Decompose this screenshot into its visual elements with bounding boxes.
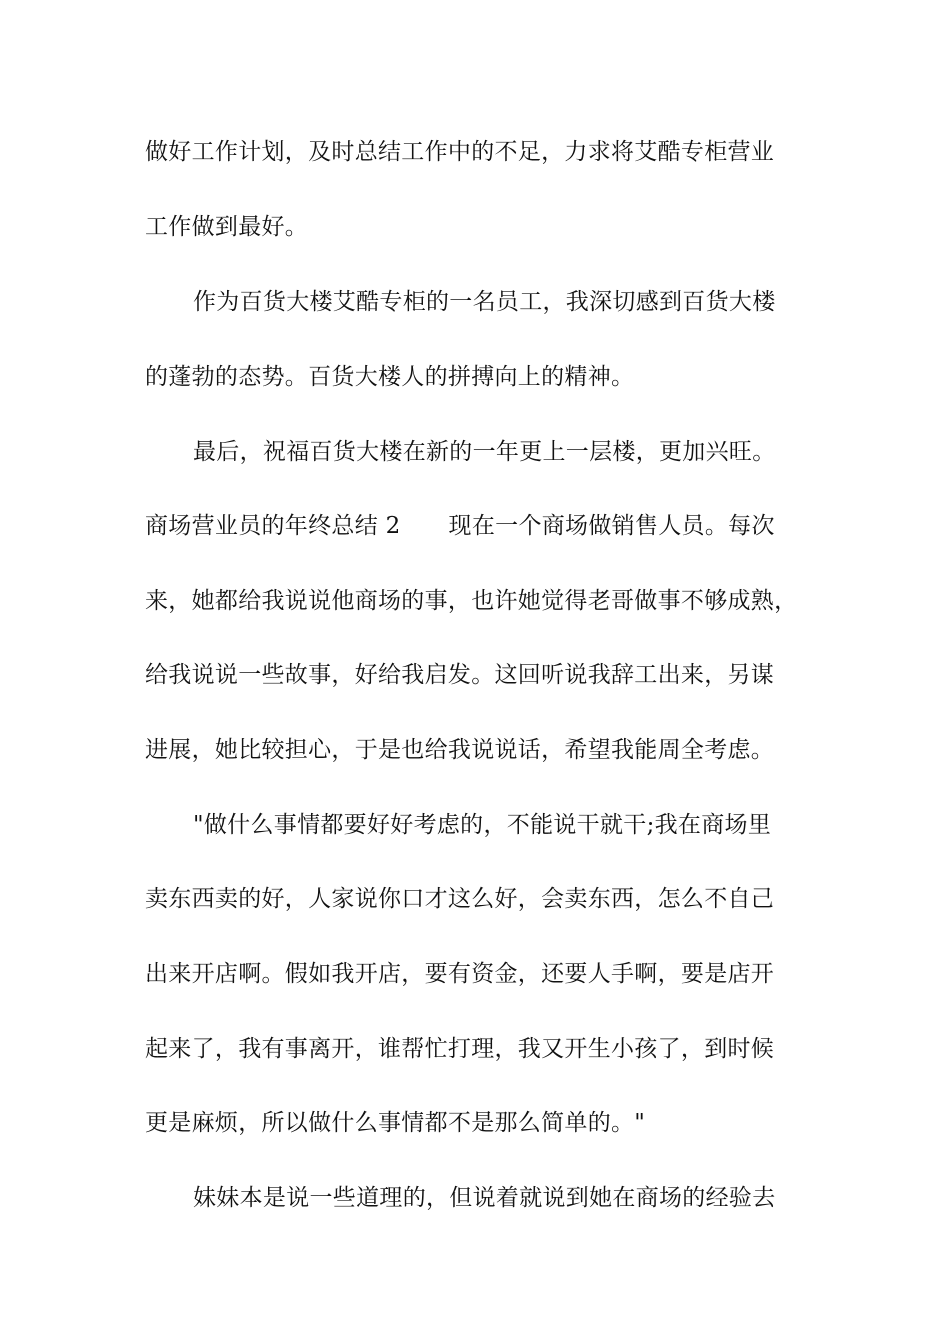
text-line-6: 来，她都给我说说他商场的事，也许她觉得老哥做事不够成熟， [145,588,798,614]
heading-line [145,511,775,541]
text-line-7: 给我说说一些故事，好给我启发。这回听说我辞工出来，另谋 [145,662,775,688]
text-line-9: "做什么事情都要好好考虑的，不能说干就干;我在商场里 [193,812,772,838]
text-line-11: 出来开店啊。假如我开店，要有资金，还要人手啊，要是店开 [145,961,775,987]
text-line-4: 的蓬勃的态势。百货大楼人的拼搏向上的精神。 [145,364,635,390]
section-title: 商场营业员的年终总结 2 [145,513,401,539]
text-line-3: 作为百货大楼艾酷专柜的一名员工，我深切感到百货大楼 [193,289,776,315]
text-line-1: 做好工作计划，及时总结工作中的不足，力求将艾酷专柜营业 [145,139,775,165]
text-line-13: 更是麻烦，所以做什么事情都不是那么简单的。" [145,1110,646,1136]
text-line-8: 进展，她比较担心，于是也给我说说话，希望我能周全考虑。 [145,737,775,763]
text-line-5: 最后，祝福百货大楼在新的一年更上一层楼，更加兴旺。 [193,439,776,465]
section-text: 现在一个商场做销售人员。每次 [448,513,775,539]
text-line-2: 工作做到最好。 [145,214,309,240]
text-line-12: 起来了，我有事离开，谁帮忙打理，我又开生小孩了，到时候 [145,1036,775,1062]
text-line-10: 卖东西卖的好，人家说你口才这么好，会卖东西，怎么不自己 [145,886,775,912]
text-line-14: 妹妹本是说一些道理的，但说着就说到她在商场的经验去 [193,1185,776,1211]
